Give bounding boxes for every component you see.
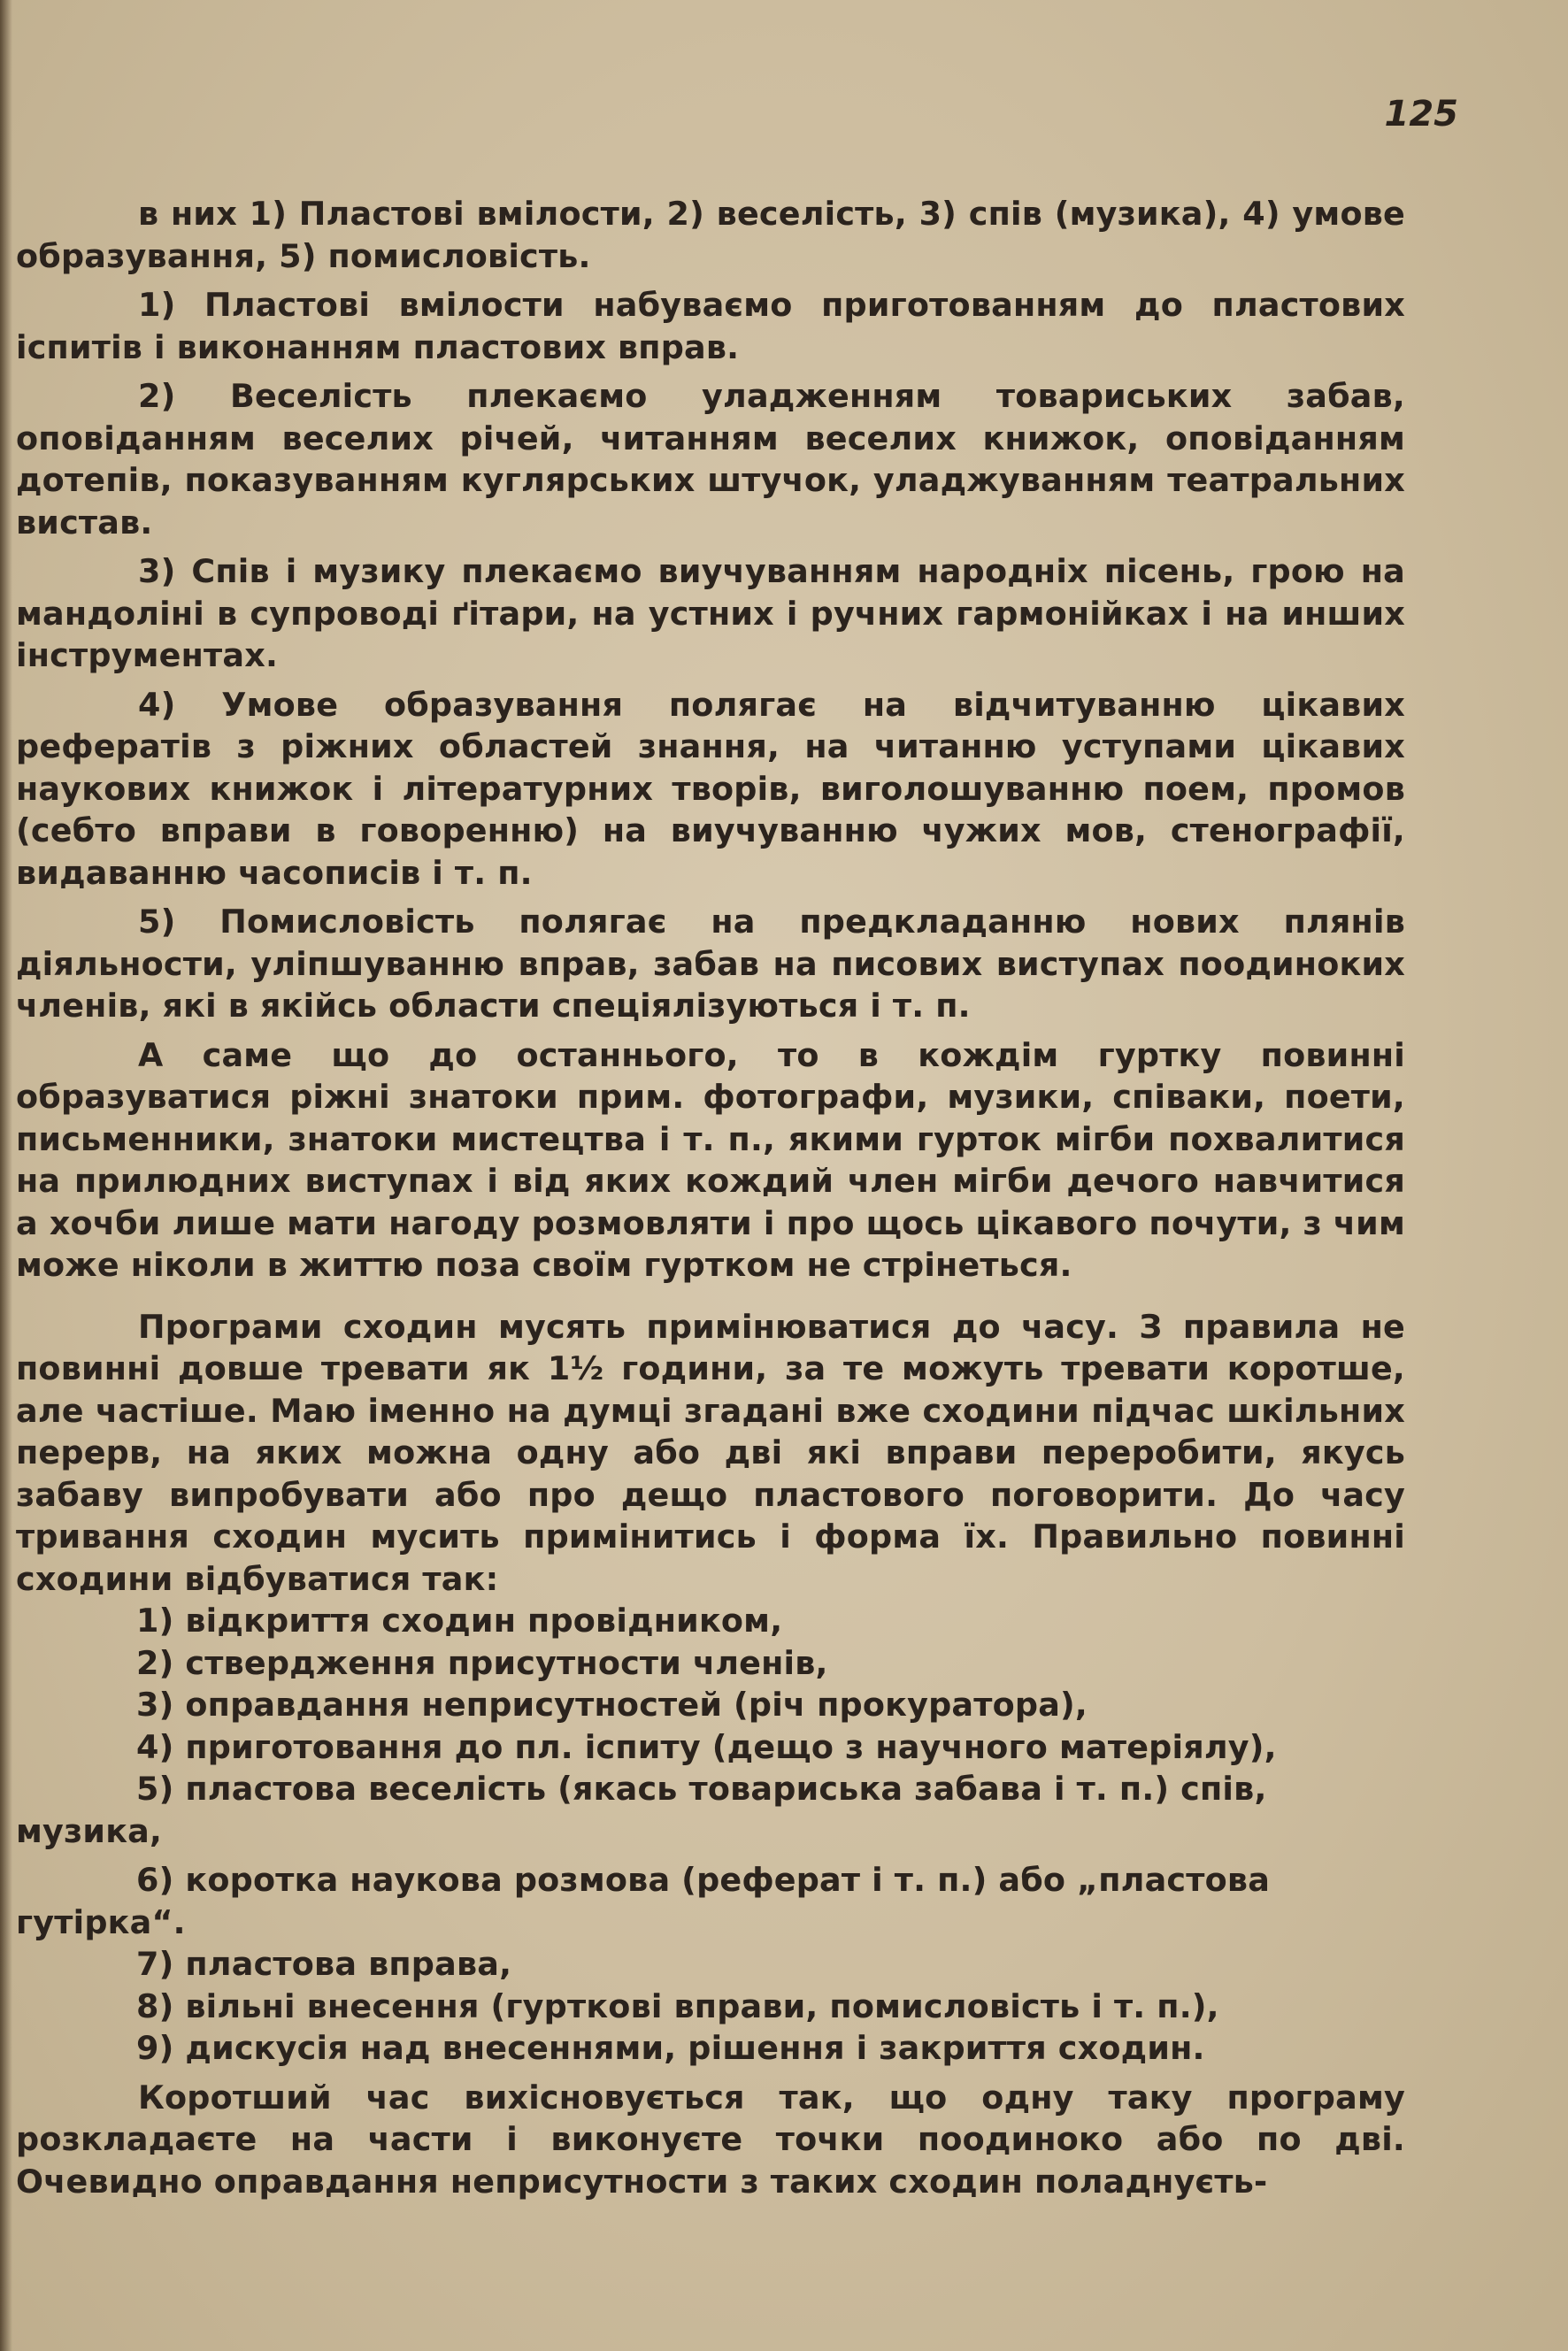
paragraph: Програми сходин мусять примінюватися до часу. З правила не повинні довше тревати як 1½ години, за те можуть тревати коротше, але частіше. Маю іменно на думці згадані вже сходини підчас шкільних перерв, на яких можна одну або дві які вправи переробити, якусь забаву випробувати або про дещо пластового поговорити. До часу тривання сходин мусить примінитись і форма їх. Правильно повинні сходини відбуватися так:	[16, 1307, 1405, 1598]
list-item: 5) пластова веселість (якась товариська забава і т. п.) спів, музика,	[16, 1770, 1267, 1850]
list-item: 3) оправдання неприсутностей (річ прокуратора),	[136, 1686, 1088, 1724]
paragraph: 2) Веселість плекаємо уладженням товариських забав, оповіданням веселих річей, читанням веселих книжок, оповіданням дотепів, показуванням куглярських штучок, уладжуванням театральних вистав.	[16, 377, 1405, 542]
list-item: 2) ствердження присутности членів,	[136, 1643, 828, 1682]
paragraph: 4) Умове образування полягає на відчитуванню цікавих рефератів з ріжних областей знання, на читанню уступами цікавих наукових книжок і літературних творів, виголошуванню поем, промов (себто вправи в говоренню) на виучуванню чужих мов, стенографії, видаванню часописів і т. п.	[16, 685, 1405, 892]
binding-shadow	[0, 0, 12, 2351]
list-item: 6) коротка наукова розмова (реферат і т. п.) або „пластова гутірка“.	[16, 1861, 1271, 1941]
paragraph: в них 1) Пластові вмілости, 2) веселість, 3) спів (музика), 4) умове образування, 5) помисловість.	[16, 195, 1405, 275]
paragraph: 3) Спів і музику плекаємо виучуванням народніх пісень, грою на мандоліні в супроводі ґітари, на устних і ручних гармонійках і на инших інструментах.	[16, 552, 1405, 674]
page-number: 125	[1384, 94, 1458, 134]
paragraph: 5) Помисловість полягає на предкладанню нових плянів діяльности, уліпшуванню вправ, забав на писових виступах поодиноких членів, які в якійсь области спеціялізуються і т. п.	[16, 903, 1405, 1025]
list-item: 7) пластова вправа,	[136, 1945, 512, 1983]
paragraph: Коротший час вихісновується так, що одну таку програму розкладаєте на части і виконуєте точки поодиноко або по дві. Очевидно оправдання неприсутности з таких сходин поладнуєть-	[16, 2078, 1405, 2201]
paragraph: 1) Пластові вмілости набуваємо приготованням до пластових іспитів і виконанням пластових вправ.	[16, 286, 1405, 366]
body-text	[16, 193, 1405, 2202]
list-item: 9) дискусія над внесеннями, рішення і закриття сходин.	[136, 2029, 1205, 2067]
list-item: 4) приготовання до пл. іспиту (дещо з научного матеріялу),	[136, 1727, 1277, 1766]
list-item: 1) відкриття сходин провідником,	[136, 1602, 783, 1640]
paragraph: А саме що до останнього, то в кождім гуртку повинні образуватися ріжні знатоки прим. фотографи, музики, співаки, поети, письменники, знатоки мистецтва і т. п., якими гурток мігби похвалитися на прилюдних виступах і від яких кождий член мігби дечого навчитися а хочби лише мати нагоду розмовляти і про щось цікавого почути, з чим може ніколи в життю поза своїм гуртком не стрінеться.	[16, 1035, 1405, 1284]
list-item: 8) вільні внесення (гурткові вправи, помисловість і т. п.),	[136, 1986, 1219, 2025]
